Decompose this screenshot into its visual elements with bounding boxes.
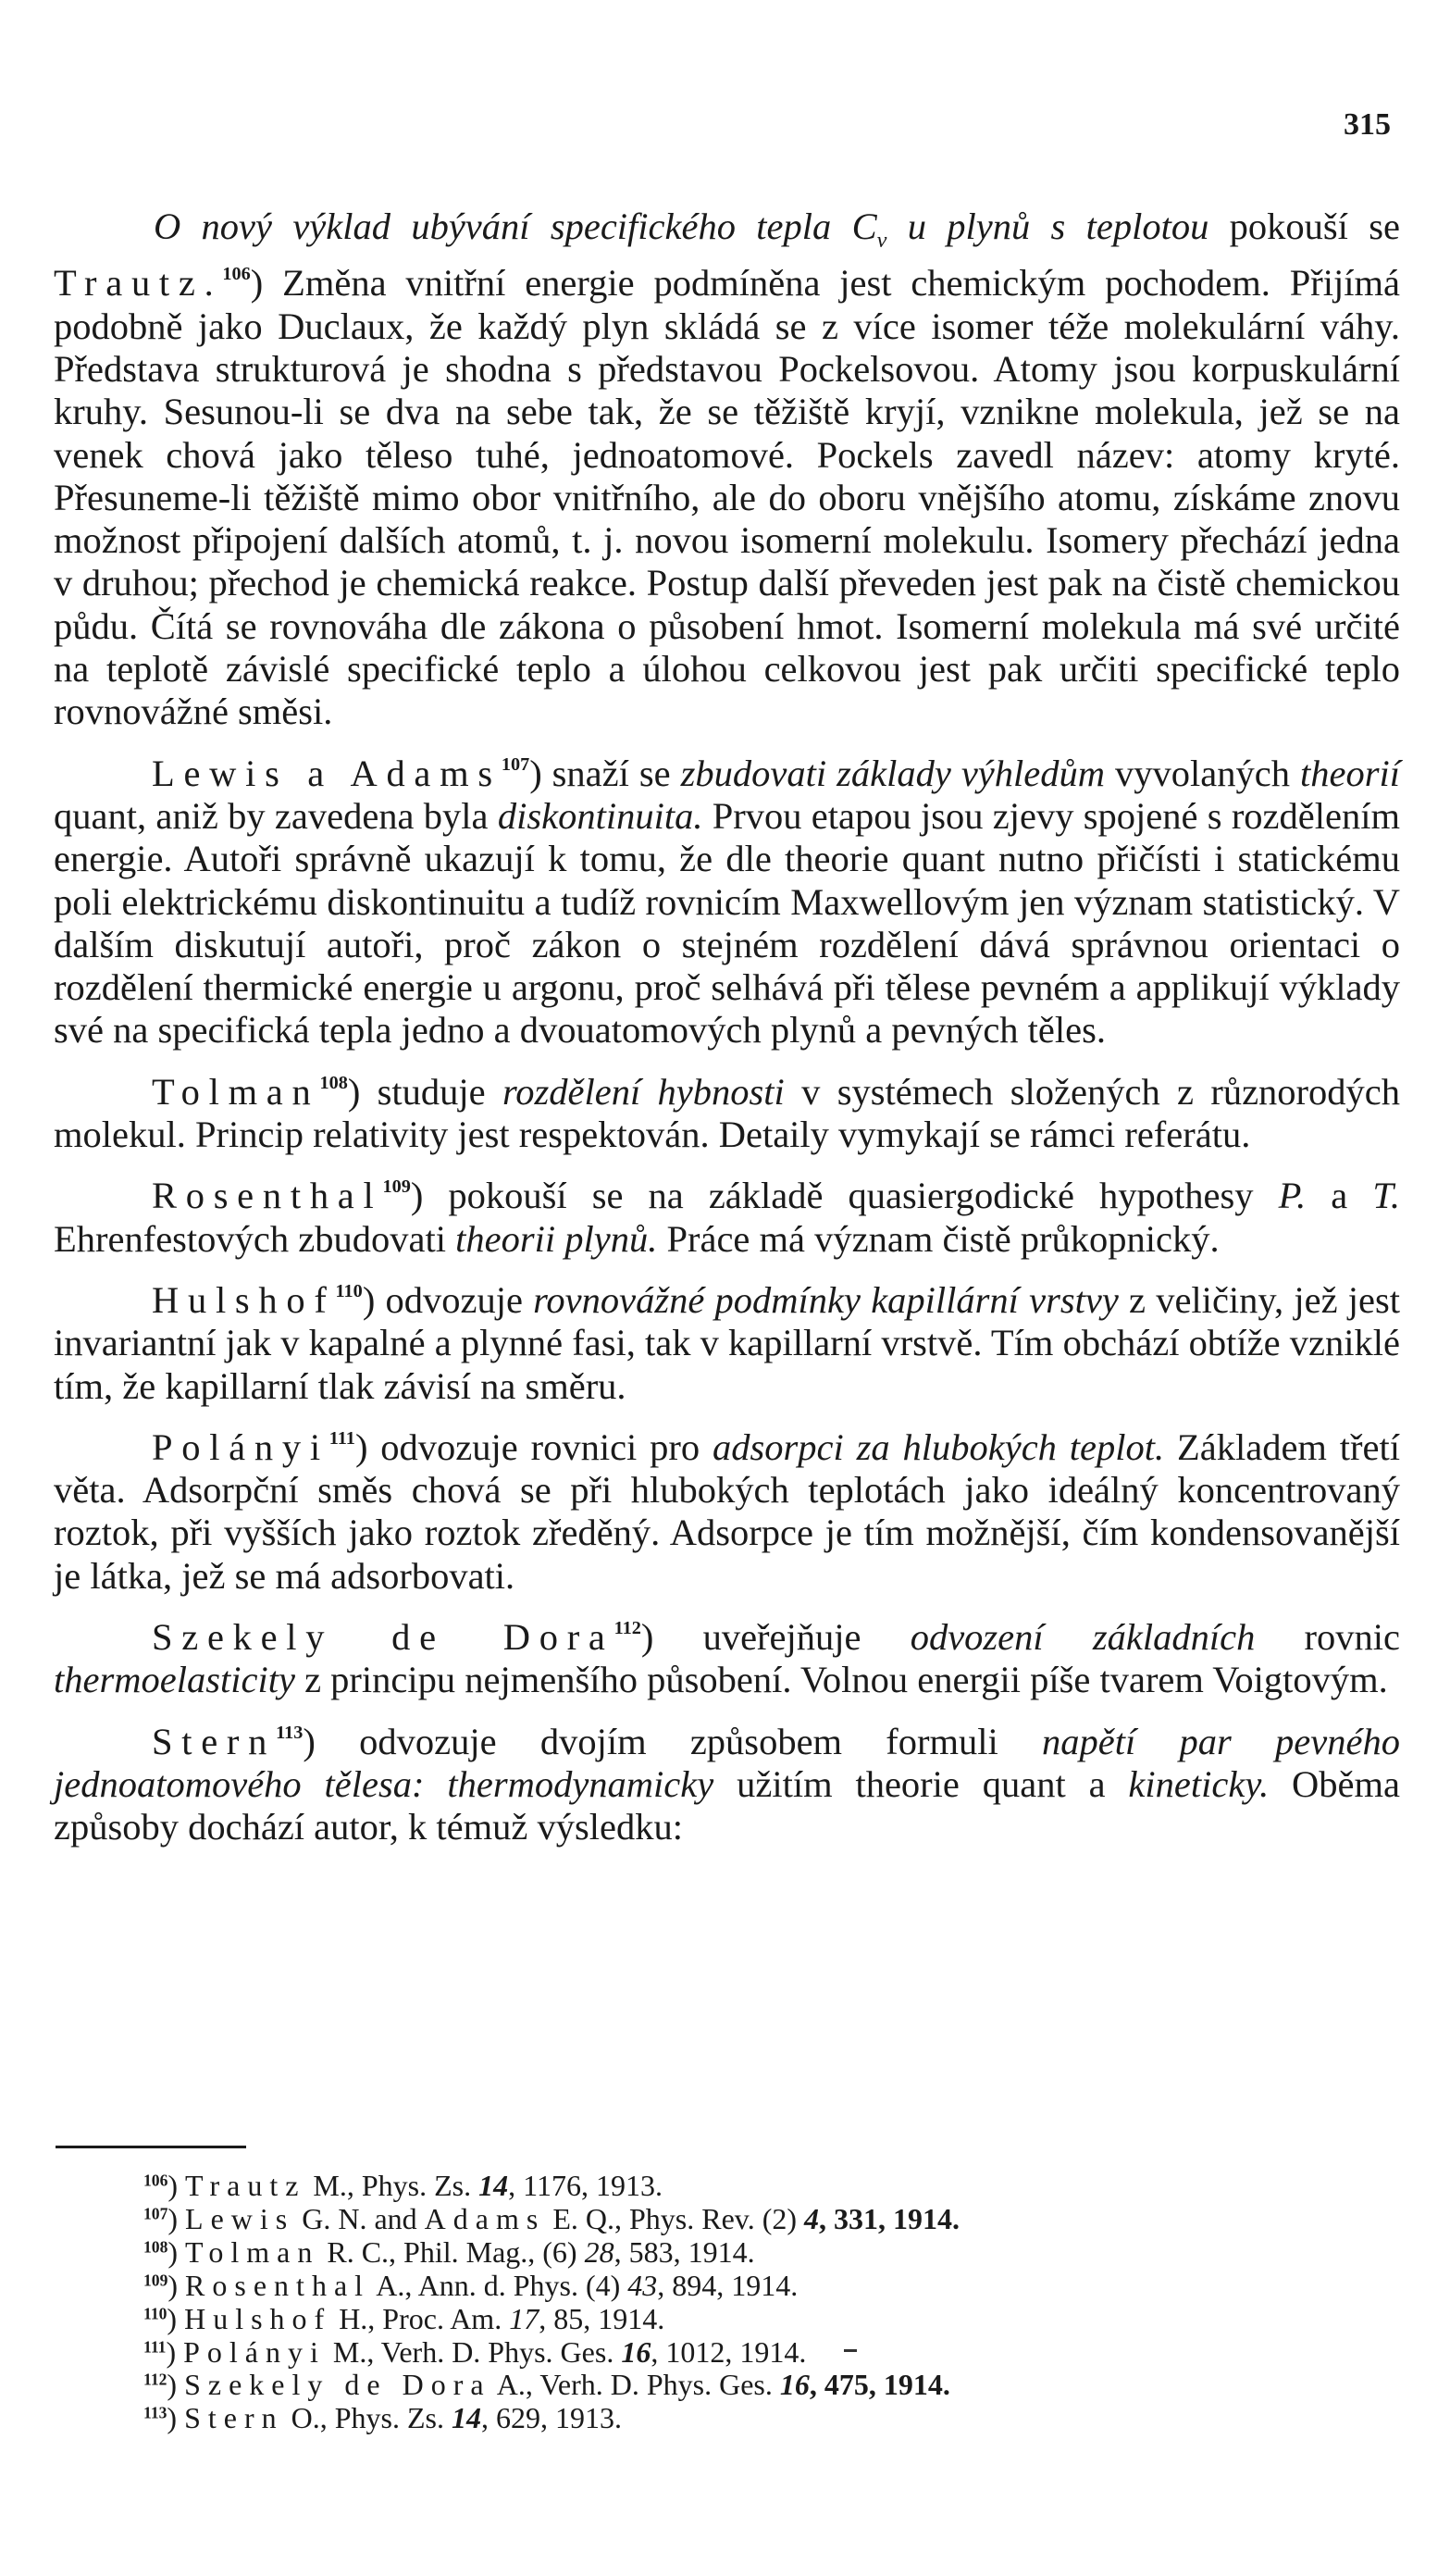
author-name: Trautz.: [54, 262, 223, 305]
footnote: $^{107}$) Lewis G. N. and Adams E. Q., Phys. Rev. (2) 4, 331, 1914.: [143, 2201, 960, 2235]
paragraph-lewis: Lewis a Adams$^{107}$) snaží se zbudovati základy výhledům vyvolaných theorií quant, aniž by zavedena byla diskontinuita. Prvou etapou jsou zjevy spojené s rozdělením energie. Autoři správně ukazují k tomu, že dle theorie quant nutno přičísti i statickému poli elektrickému diskontinuitu a tudíž rovnicím Maxwellovým jen význam statistický. V dalším diskutují autoři, proč zákon o stejném rozdělení dává správnou orientaci o rozdělení thermické energie u argonu, proč selhává při tělese pevném a applikují výklady své na specifická tepla jedno a dvouatomových plynů a pevných těles.: [54, 752, 1400, 1052]
paragraph-polanyi: Polányi$^{111}$) odvozuje rovnici pro adsorpci za hlubokých teplot. Základem třetí věta. Adsorpční směs chová se při hlubokých teplotách jako ideálný koncentrovaný roztok, při vyšších jako roztok zředěný. Adsorpce je tím možnější, čím kondensovanější je látka, jež se má adsorbovati.: [54, 1425, 1400, 1597]
footnote-ref: 113: [276, 1722, 304, 1743]
author-name: Lewis a Adams: [152, 752, 502, 794]
footnote-ref: 106: [222, 264, 251, 285]
author-name: Tolman: [152, 1070, 320, 1113]
footnote: $^{110}$) Hulshof H., Proc. Am. 17, 85, 1914.: [143, 2301, 665, 2335]
emphasis: O nový výklad ubývání specifického tepla $C_v$ u plynů s teplotou: [154, 205, 1209, 254]
footnote: $^{108}$) Tolman R. C., Phil. Mag., (6) 28, 583, 1914.: [143, 2234, 755, 2269]
footnote: $^{109}$) Rosenthal A., Ann. d. Phys. (4) 43, 894, 1914.: [143, 2268, 799, 2302]
paragraph-stern: Stern$^{113}$) odvozuje dvojím způsobem formuli napětí par pevného jednoatomového tělesa: thermodynamicky užitím theorie quant a kineticky. Oběma způsoby dochází autor, k témuž výsledku:: [54, 1720, 1401, 1848]
author-name: Polányi: [152, 1425, 329, 1468]
page-mark: [844, 2349, 857, 2352]
footnote: $^{106}$) Trautz M., Phys. Zs. 14, 1176, 1913.: [143, 2169, 663, 2202]
author-name: Szekely de Dora: [152, 1616, 614, 1658]
footnote-divider: [56, 2146, 246, 2148]
page-number: 315: [1344, 107, 1391, 142]
body-text: [54, 205, 1400, 1867]
author-name: Stern: [152, 1720, 277, 1762]
footnote-ref: 107: [501, 753, 530, 775]
paragraph-trautz: O nový výklad ubývání specifického tepla $C_v$ u plynů s teplotou pokouší se Trautz.$^{106}$) Změna vnitřní energie podmíněna jest chemickým pochodem. Přijímá podobně jako Duclaux, že každý plyn skládá se z více isomer téže molekulární váhy. Představa strukturová je shodna s představou Pockelsovou. Atomy jsou korpuskulární kruhy. Sesunou-li se dva na sebe tak, že se těžiště kryjí, vznikne molekula, jež se na venek chová jako těleso tuhé, jednoatomové. Pockels zavedl název: atomy kryté. Přesuneme-li těžiště mimo obor vnitřního, ale do oboru vnějšího atomu, získáme znovu možnost připojení dalších atomů, t. j. novou isomerní molekulu. Isomery přechází jedna v druhou; přechod je chemická reakce. Postup další převeden jest pak na čistě chemickou půdu. Čítá se rovnováha dle zákona o působení hmot. Isomerní molekula má své určité na teplotě závislé specifické teplo a úlohou celkovou jest pak určiti specifické teplo rovnovážné směsi.: [54, 205, 1400, 733]
footnote-ref: 109: [382, 1176, 411, 1198]
footnote-ref: 108: [319, 1072, 348, 1093]
author-name: Rosenthal: [152, 1175, 383, 1217]
footnote-ref: 110: [335, 1280, 363, 1301]
footnote: $^{111}$) Polányi M., Verh. D. Phys. Ges. 16, 1012, 1914.: [143, 2334, 807, 2369]
footnote: $^{113}$) Stern O., Phys. Zs. 14, 629, 1913.: [143, 2401, 622, 2435]
author-name: Hulshof: [152, 1278, 336, 1321]
paragraph-hulshof: Hulshof$^{110}$) odvozuje rovnovážné podmínky kapillární vrstvy z veličiny, jež jest invariantní jak v kapalné a plynné fasi, tak v kapillarní vrstvě. Tím obchází obtíže vzniklé tím, že kapillarní tlak závisí na směru.: [54, 1278, 1400, 1407]
paragraph-szekely: Szekely de Dora$^{112}$) uveřejňuje odvození základních rovnic thermoelasticity z principu nejmenšího působení. Volnou energii píše tvarem Voigtovým.: [54, 1616, 1400, 1701]
footnote-ref: 111: [328, 1427, 355, 1449]
footnotes: [143, 2170, 1393, 2435]
paragraph-rosenthal: Rosenthal$^{109}$) pokouší se na základě quasiergodické hypothesy P. a T. Ehrenfestových zbudovati theorii plynů. Práce má význam čistě průkopnický.: [54, 1175, 1400, 1260]
footnote: $^{112}$) Szekely de Dora A., Verh. D. Phys. Ges. 16, 475, 1914.: [143, 2368, 950, 2402]
footnote-ref: 112: [613, 1617, 641, 1638]
paragraph-tolman: Tolman$^{108}$) studuje rozdělení hybnosti v systémech složených z různorodých molekul. Princip relativity jest respektován. Detaily vymykají se rámci referátu.: [54, 1070, 1401, 1156]
